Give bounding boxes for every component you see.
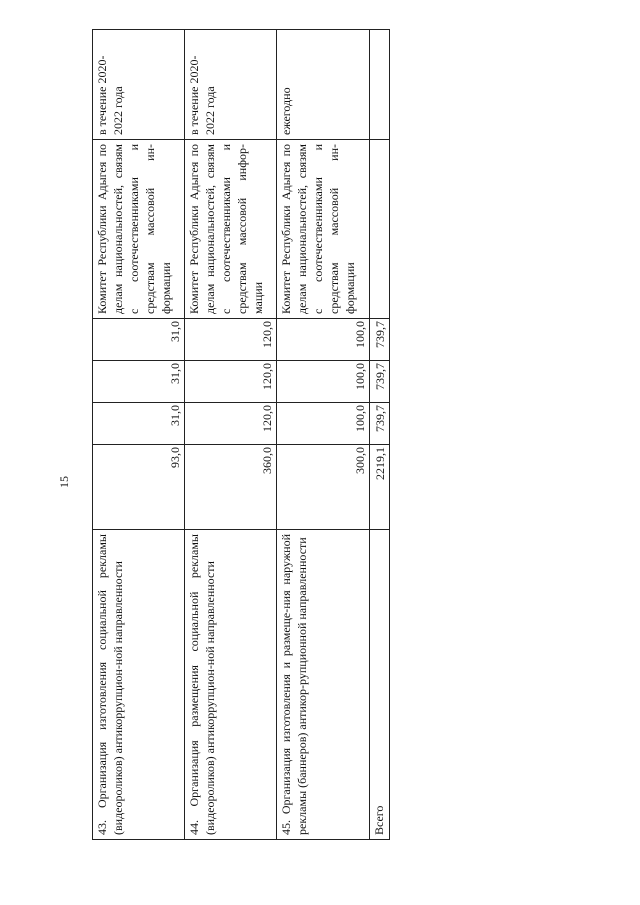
year-2022-cell: 31,0 bbox=[93, 319, 185, 361]
year-2022-cell: 100,0 bbox=[276, 319, 369, 361]
table-row bbox=[276, 30, 369, 840]
year-2021-cell: 31,0 bbox=[93, 361, 185, 403]
totals-2020-cell: 739,7 bbox=[370, 403, 390, 445]
term-cell: в течение 2020-2022 года bbox=[93, 30, 185, 140]
executor-cell: Комитет Республики Адыгея по делам национальностей, связям с соотечественниками и средствам массовой ин-формации bbox=[276, 140, 369, 319]
term-cell: ежегодно bbox=[276, 30, 369, 140]
total-cell: 300,0 bbox=[276, 445, 369, 530]
totals-row bbox=[370, 30, 390, 840]
page-number: 15 bbox=[57, 476, 71, 488]
budget-table bbox=[92, 29, 390, 840]
total-cell: 360,0 bbox=[185, 445, 276, 530]
year-2021-cell: 120,0 bbox=[185, 361, 276, 403]
year-2021-cell: 100,0 bbox=[276, 361, 369, 403]
activity-cell: 45. Организация изготовления и размеще-ния наружной рекламы (баннеров) антикор-рупционной направленности bbox=[276, 530, 369, 840]
activity-cell: 44. Организация размещения социальной рекламы (видеороликов) антикоррупцион-ной направленности bbox=[185, 530, 276, 840]
total-cell: 93,0 bbox=[93, 445, 185, 530]
term-cell: в течение 2020-2022 года bbox=[185, 30, 276, 140]
year-2020-cell: 31,0 bbox=[93, 403, 185, 445]
totals-total-cell: 2219,1 bbox=[370, 445, 390, 530]
year-2020-cell: 120,0 bbox=[185, 403, 276, 445]
table-row bbox=[93, 30, 185, 840]
activity-cell: 43. Организация изготовления социальной рекламы (видеороликов) антикоррупцион-ной направленности bbox=[93, 530, 185, 840]
totals-term-cell bbox=[370, 30, 390, 140]
totals-executor-cell bbox=[370, 140, 390, 319]
table-row bbox=[185, 30, 276, 840]
executor-cell: Комитет Республики Адыгея по делам национальностей, связям с соотечественниками и средствам массовой инфор-мации bbox=[185, 140, 276, 319]
totals-label-cell: Всего bbox=[370, 530, 390, 840]
year-2020-cell: 100,0 bbox=[276, 403, 369, 445]
totals-2022-cell: 739,7 bbox=[370, 319, 390, 361]
totals-2021-cell: 739,7 bbox=[370, 361, 390, 403]
budget-table-rotated bbox=[92, 30, 390, 840]
executor-cell: Комитет Республики Адыгея по делам национальностей, связям с соотечественниками и средствам массовой ин-формации bbox=[93, 140, 185, 319]
year-2022-cell: 120,0 bbox=[185, 319, 276, 361]
